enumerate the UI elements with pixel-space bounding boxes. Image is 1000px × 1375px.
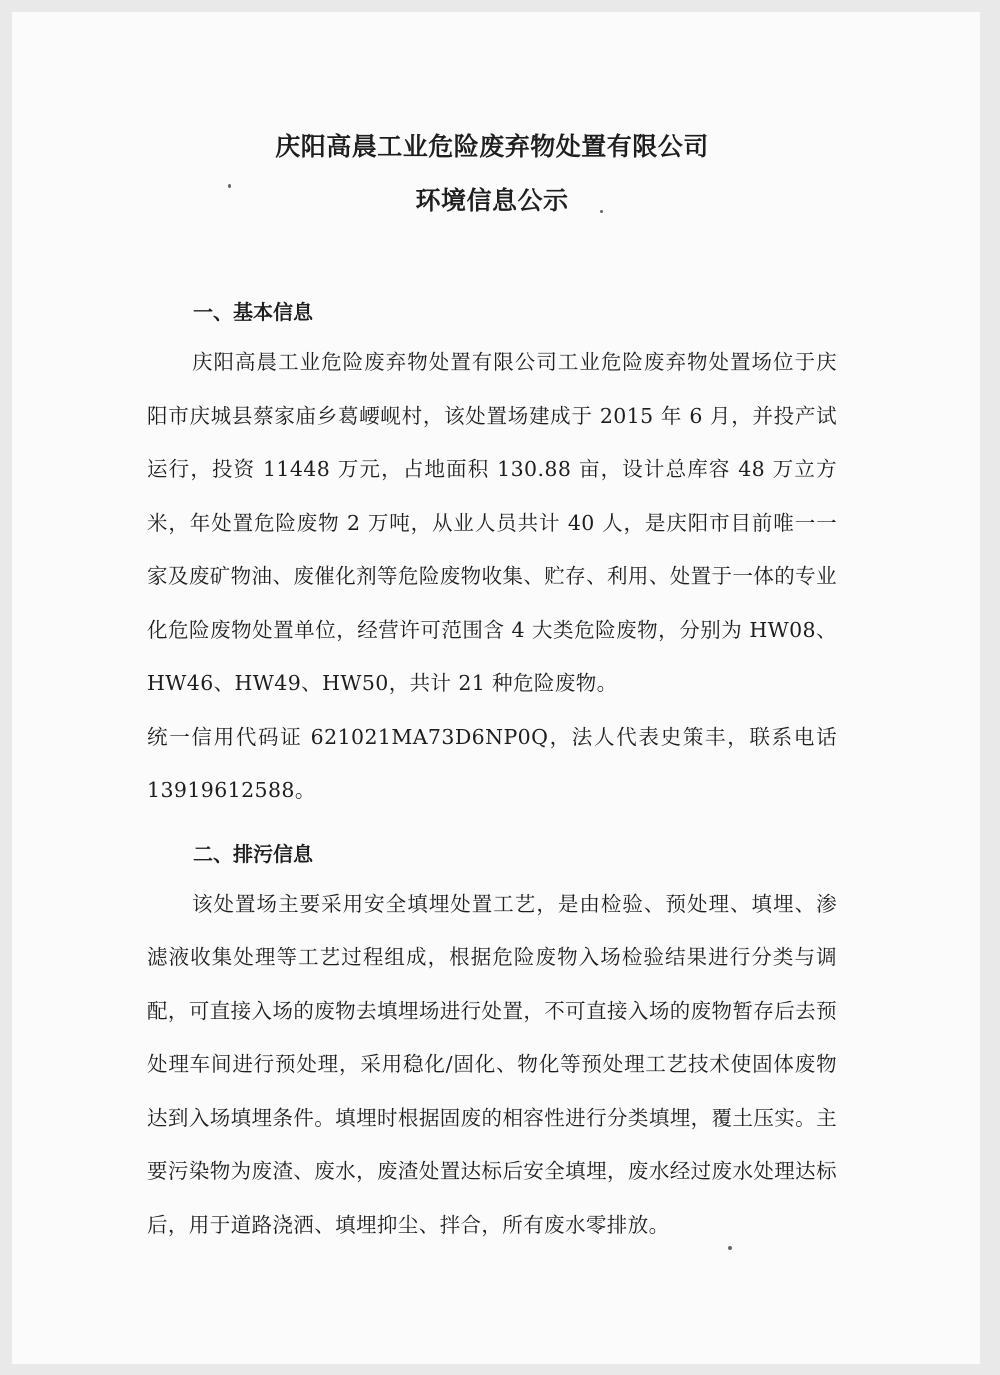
discharge-info-paragraph: 该处置场主要采用安全填埋处置工艺，是由检验、预处理、填埋、渗滤液收集处理等工艺过程组成，根据危险废物入场检验结果进行分类与调配，可直接入场的废物去填埋场进行处置，不可直接入场的废物暂存后去预处理车间进行预处理，采用稳化/固化、物化等预处理工艺技术使固体废物达到入场填埋条件。填埋时根据固废的相容性进行分类填埋，覆土压实。主要污染物为废渣、废水，废渣处置达标后安全填埋，废水经过废水处理达标后，用于道路浇洒、填埋抑尘、拌合，所有废水零排放。 xyxy=(147,891,837,1237)
credit-code-paragraph: 统一信用代码证 621021MA73D6NP0Q，法人代表史策丰，联系电话 13919612588。 xyxy=(147,724,837,802)
document-body xyxy=(147,130,837,1252)
document-title-line1: 庆阳高晨工业危险废弃物处置有限公司 xyxy=(275,132,709,161)
document-title-line2: 环境信息公示 xyxy=(415,186,569,215)
section-heading-basic-info: 一、基本信息 xyxy=(193,300,313,324)
basic-info-paragraph: 庆阳高晨工业危险废弃物处置有限公司工业危险废弃物处置场位于庆阳市庆城县蔡家庙乡葛崾岘村，该处置场建成于 2015 年 6 月，并投产试运行，投资 11448 万元，占地面积 130.88 亩，设计总库容 48 万立方米，年处置危险废物 2 万吨，从业人员共计 40 人，是庆阳市目前唯一一家及废矿物油、废催化剂等危险废物收集、贮存、利用、处置于一体的专业化危险废物处置单位，经营许可范围含 4 大类危险废物，分别为 HW08、HW46、HW49、HW50，共计 21 种危险废物。 xyxy=(147,350,837,695)
section-heading-discharge-info: 二、排污信息 xyxy=(193,841,313,866)
scanned-page xyxy=(12,12,980,1364)
